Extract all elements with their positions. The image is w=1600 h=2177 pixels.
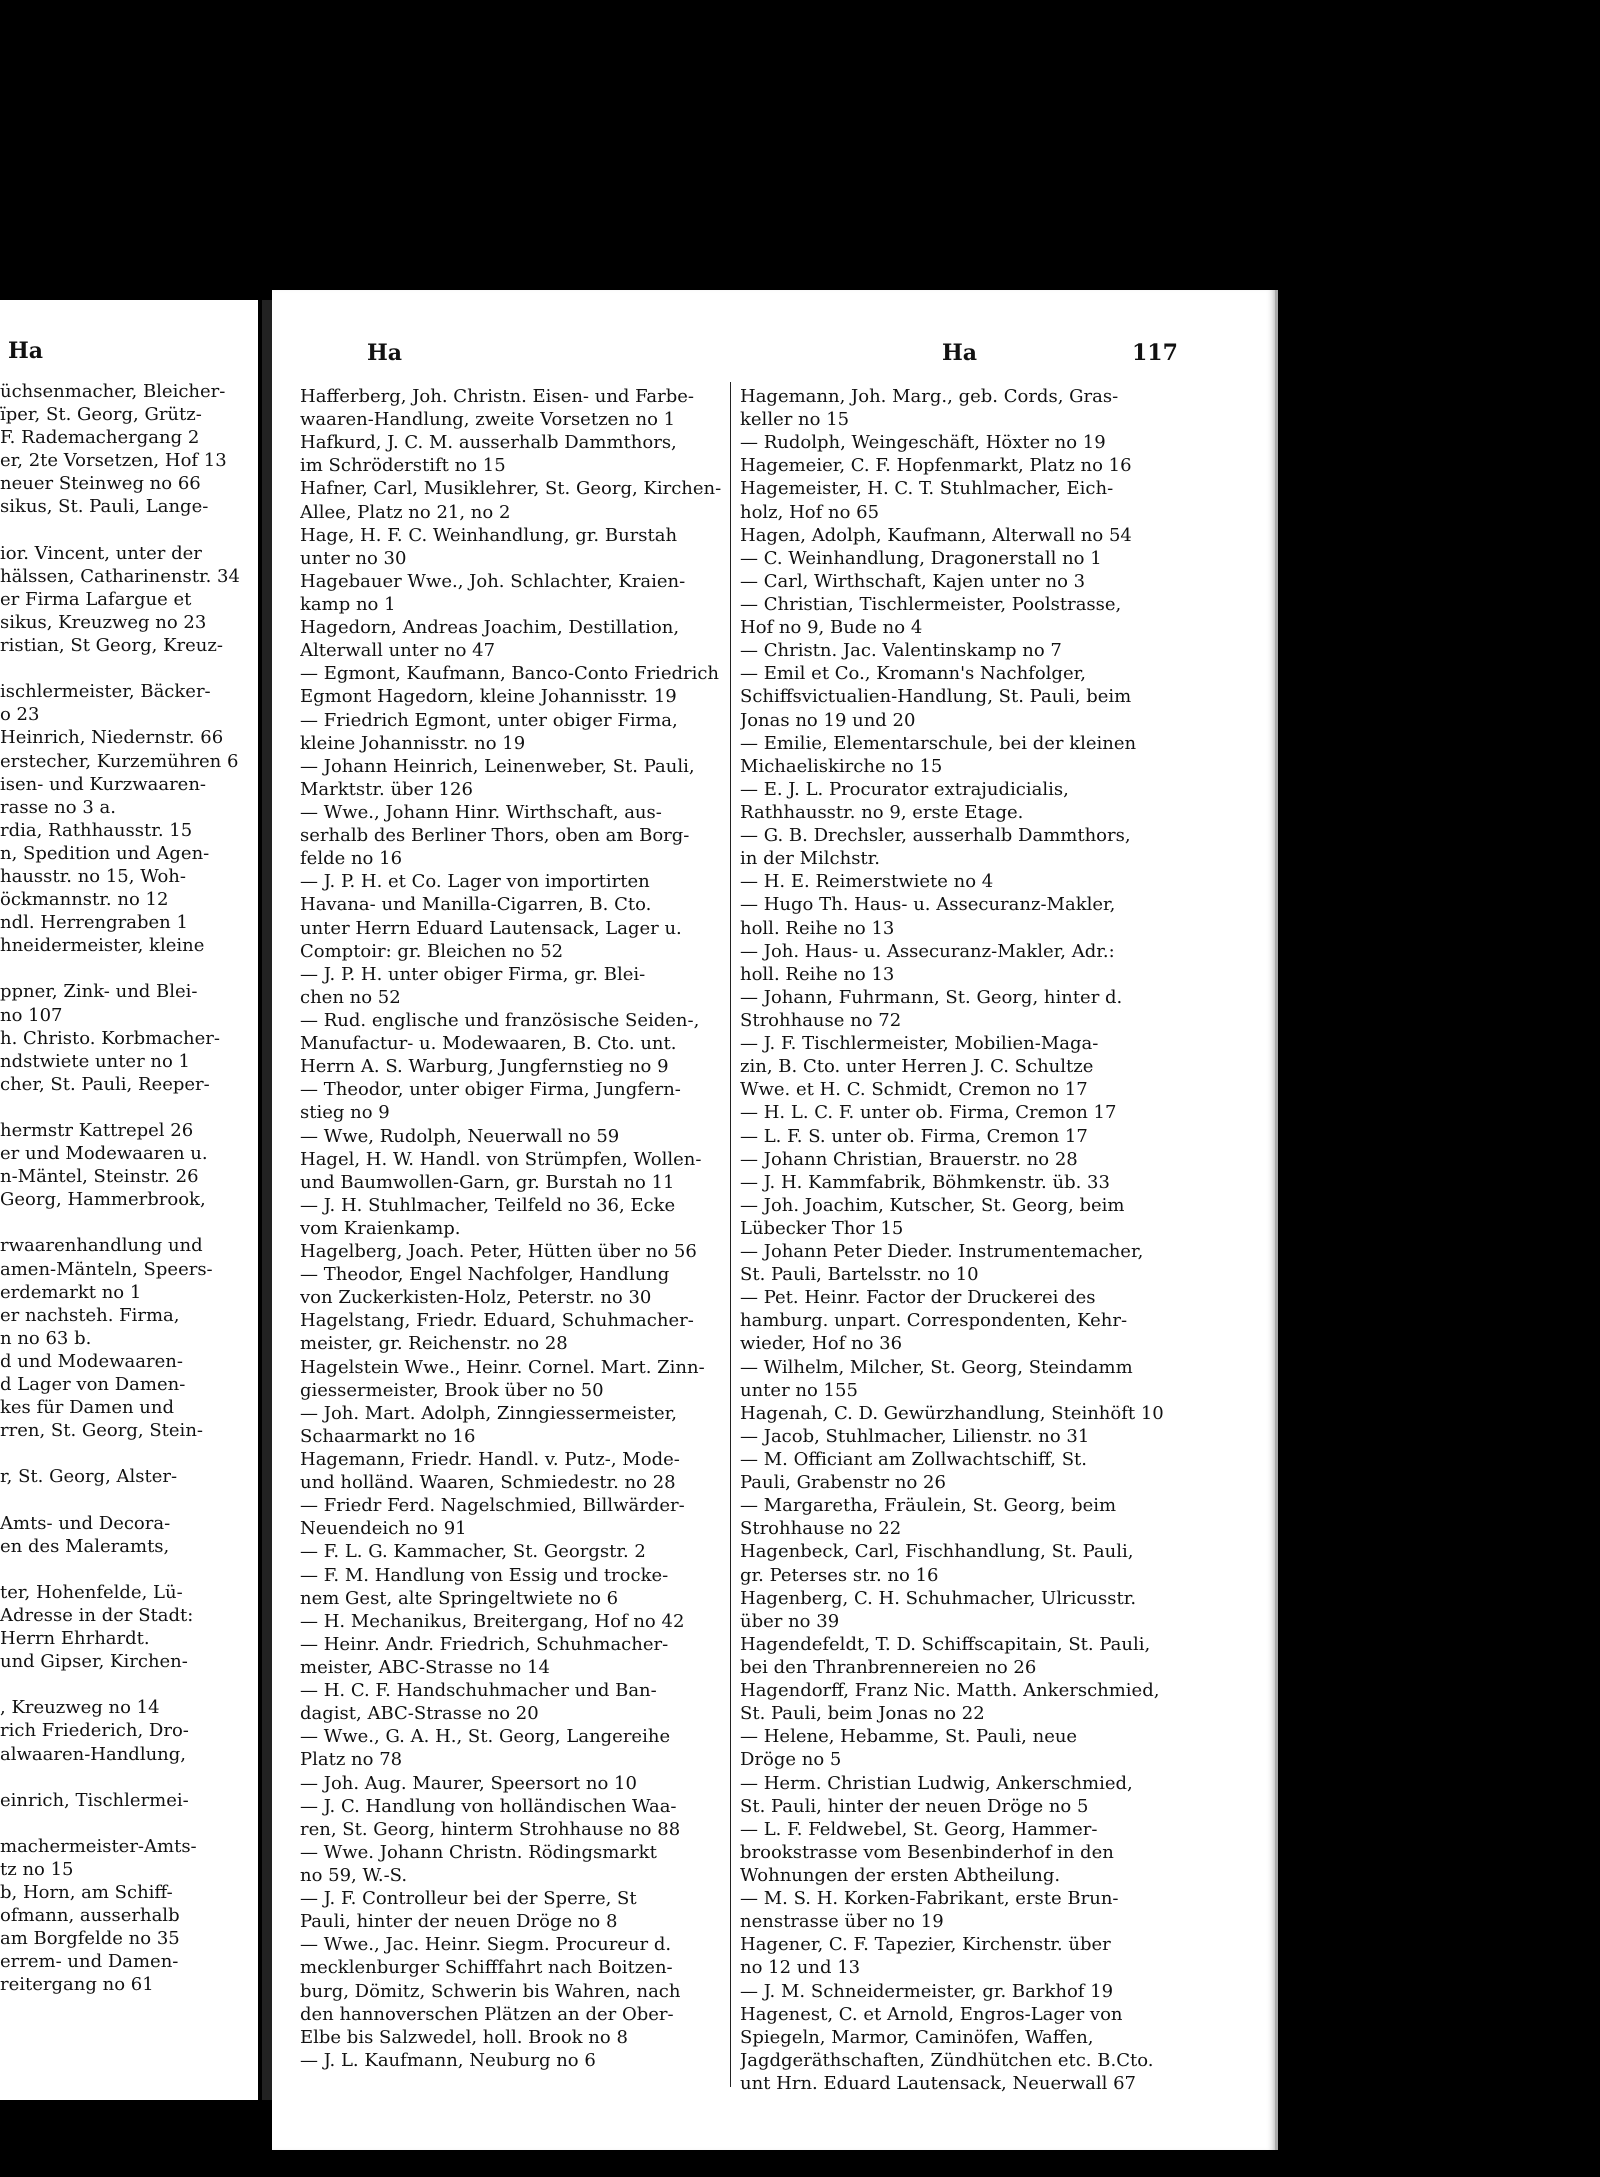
entry-line: sikus, Kreuzweg no 23 <box>0 611 207 633</box>
entry-line: Hagenest, C. et Arnold, Engros-Lager von <box>740 2003 1123 2025</box>
entry-line: bei den Thranbrennereien no 26 <box>740 1657 1037 1679</box>
entry-line: rwaarenhandlung und <box>0 1235 203 1257</box>
entry-line: errem- und Damen- <box>0 1951 179 1973</box>
entry-line <box>0 1812 258 1835</box>
entry-line: r, St. Georg, Alster- <box>0 1466 178 1488</box>
entry-line: — J. H. Stuhlmacher, Teilfeld no 36, Ecke <box>300 1194 676 1216</box>
entry-line: und Gipser, Kirchen- <box>0 1651 188 1673</box>
entry-line: n, Spedition und Agen- <box>0 842 210 864</box>
entry-line: er, 2te Vorsetzen, Hof 13 <box>0 450 227 472</box>
entry-line: Pauli, hinter der neuen Dröge no 8 <box>300 1911 618 1933</box>
entry-line: — L. F. Feldwebel, St. Georg, Hammer- <box>740 1818 1098 1840</box>
entry-line: Lübecker Thor 15 <box>740 1217 904 1239</box>
entry-line: — Johann, Fuhrmann, St. Georg, hinter d. <box>740 986 1123 1008</box>
entry-line: den hannoverschen Plätzen an der Ober- <box>300 2003 674 2025</box>
entry-line: holz, Hof no 65 <box>740 501 880 523</box>
page-number: 117 <box>1132 340 1178 366</box>
entry-line: gr. Peterses str. no 16 <box>740 1564 939 1586</box>
entry-line: Elbe bis Salzwedel, holl. Brook no 8 <box>300 2026 628 2048</box>
entry-line: Comptoir: gr. Bleichen no 52 <box>300 940 564 962</box>
entry-line: — Jacob, Stuhlmacher, Lilienstr. no 31 <box>740 1425 1090 1447</box>
entry-line: — Joh. Aug. Maurer, Speersort no 10 <box>300 1772 637 1794</box>
entry-line <box>0 1211 258 1234</box>
entry-line: brookstrasse vom Besenbinderhof in den <box>740 1841 1114 1863</box>
entry-line: — Wwe, Rudolph, Neuerwall no 59 <box>300 1125 620 1147</box>
entry-line: serhalb des Berliner Thors, oben am Borg- <box>300 825 690 847</box>
entry-line: — Johann Christian, Brauerstr. no 28 <box>740 1148 1078 1170</box>
entry-line: — Rudolph, Weingeschäft, Höxter no 19 <box>740 432 1106 454</box>
entry-line: Hagebauer Wwe., Joh. Schlachter, Kraien- <box>300 570 686 592</box>
entry-line: Herrn A. S. Warburg, Jungfernstieg no 9 <box>300 1056 669 1078</box>
right-column <box>740 385 1252 2095</box>
entry-line: nem Gest, alte Springeltwiete no 6 <box>300 1587 619 1609</box>
entry-line: — Christian, Tischlermeister, Poolstrasse, <box>740 593 1122 615</box>
entry-line: Hagemann, Joh. Marg., geb. Cords, Gras- <box>740 386 1119 407</box>
entry-line: — M. S. H. Korken-Fabrikant, erste Brun- <box>740 1888 1119 1910</box>
entry-line: Schaarmarkt no 16 <box>300 1425 476 1447</box>
entry-line: hamburg. unpart. Correspondenten, Kehr- <box>740 1310 1128 1332</box>
entry-line: Hafner, Carl, Musiklehrer, St. Georg, Kirchen- <box>300 478 722 500</box>
entry-line: ïper, St. Georg, Grütz- <box>0 404 202 426</box>
entry-line: F. Rademachergang 2 <box>0 427 200 449</box>
left-column <box>300 385 724 2072</box>
entry-line: Strohhause no 72 <box>740 1009 902 1031</box>
entry-line: — H. C. F. Handschuhmacher und Ban- <box>300 1680 657 1702</box>
entry-line: giessermeister, Brook über no 50 <box>300 1379 604 1401</box>
entry-line: Hagenberg, C. H. Schuhmacher, Ulricusstr. <box>740 1587 1137 1609</box>
entry-line: keller no 15 <box>740 409 850 431</box>
entry-line: b, Horn, am Schiff- <box>0 1882 173 1904</box>
entry-line: — H. L. C. F. unter ob. Firma, Cremon 17 <box>740 1102 1117 1124</box>
entry-line: vom Kraienkamp. <box>300 1217 461 1239</box>
entry-line: Georg, Hammerbrook, <box>0 1189 206 1211</box>
entry-line: — Carl, Wirthschaft, Kajen unter no 3 <box>740 570 1086 592</box>
entry-line: meister, ABC-Strasse no 14 <box>300 1657 550 1679</box>
entry-line: Hagedorn, Andreas Joachim, Destillation, <box>300 617 680 639</box>
entry-line: von Zuckerkisten-Holz, Peterstr. no 30 <box>300 1287 652 1309</box>
entry-line: sikus, St. Pauli, Lange- <box>0 496 209 518</box>
entry-line: Hafferberg, Joh. Christn. Eisen- und Farbe- <box>300 386 695 407</box>
entry-line: Hagemann, Friedr. Handl. v. Putz-, Mode- <box>300 1449 680 1471</box>
entry-line: — G. B. Drechsler, ausserhalb Dammthors, <box>740 825 1131 847</box>
entry-line: Heinrich, Niedernstr. 66 <box>0 727 224 749</box>
entry-line: — J. P. H. et Co. Lager von importirten <box>300 871 650 893</box>
entry-line: ristian, St Georg, Kreuz- <box>0 635 223 657</box>
entry-line: — F. L. G. Kammacher, St. Georgstr. 2 <box>300 1541 646 1563</box>
entry-line: Neuendeich no 91 <box>300 1518 467 1540</box>
entry-line: o 23 <box>0 704 40 726</box>
entry-line: ren, St. Georg, hinterm Strohhause no 88 <box>300 1818 681 1840</box>
entry-line <box>0 519 258 542</box>
entry-line: Hafkurd, J. C. M. ausserhalb Dammthors, <box>300 432 677 454</box>
entry-line: — Herm. Christian Ludwig, Ankerschmied, <box>740 1772 1133 1794</box>
entry-line: — H. E. Reimerstwiete no 4 <box>740 871 994 893</box>
entry-line: er Firma Lafargue et <box>0 588 192 610</box>
entry-line: — J. P. H. unter obiger Firma, gr. Blei- <box>300 963 646 985</box>
entry-line: nenstrasse über no 19 <box>740 1911 944 1933</box>
entry-line: holl. Reihe no 13 <box>740 963 895 985</box>
entry-line: hneidermeister, kleine <box>0 935 205 957</box>
entry-line: Hagemeier, C. F. Hopfenmarkt, Platz no 16 <box>740 455 1132 477</box>
entry-line: rren, St. Georg, Stein- <box>0 1420 203 1442</box>
entry-line: Jonas no 19 und 20 <box>740 709 916 731</box>
entry-line: tz no 15 <box>0 1859 74 1880</box>
entry-line: er nachsteh. Firma, <box>0 1304 180 1326</box>
entry-line: — Wwe. Johann Christn. Rödingsmarkt <box>300 1841 657 1863</box>
entry-line: — Johann Heinrich, Leinenweber, St. Pauli, <box>300 755 695 777</box>
entry-line: d Lager von Damen- <box>0 1374 186 1396</box>
entry-line: unter no 155 <box>740 1379 858 1401</box>
entry-line: cher, St. Pauli, Reeper- <box>0 1073 210 1095</box>
entry-line: — J. F. Tischlermeister, Mobilien-Maga- <box>740 1033 1099 1055</box>
entry-line: am Borgfelde no 35 <box>0 1928 180 1950</box>
entry-line: ior. Vincent, unter der <box>0 542 202 564</box>
entry-line: Wohnungen der ersten Abtheilung. <box>740 1865 1061 1886</box>
entry-line: waaren-Handlung, zweite Vorsetzen no 1 <box>300 409 676 431</box>
entry-line <box>0 1442 258 1465</box>
entry-line: , Kreuzweg no 14 <box>0 1697 160 1719</box>
entry-line: Schiffsvictualien-Handlung, St. Pauli, beim <box>740 686 1132 708</box>
entry-line: Egmont Hagedorn, kleine Johannisstr. 19 <box>300 686 677 708</box>
entry-line: ter, Hohenfelde, Lü- <box>0 1581 183 1603</box>
entry-line: Spiegeln, Marmor, Caminöfen, Waffen, <box>740 2026 1094 2048</box>
entry-line: Hagelberg, Joach. Peter, Hütten über no 56 <box>300 1241 697 1263</box>
header-left: Ha <box>367 340 403 366</box>
entry-line: alwaaren-Handlung, <box>0 1743 187 1765</box>
entry-line: Hage, H. F. C. Weinhandlung, gr. Burstah <box>300 524 678 546</box>
entry-line: meister, gr. Reichenstr. no 28 <box>300 1333 568 1355</box>
entry-line: Hagener, C. F. Tapezier, Kirchenstr. über <box>740 1934 1111 1956</box>
entry-line: stieg no 9 <box>300 1102 390 1124</box>
entry-line: en des Maleramts, <box>0 1535 170 1557</box>
entry-line: — Egmont, Kaufmann, Banco-Conto Friedrich <box>300 663 720 685</box>
entry-line: Hagendorff, Franz Nic. Matth. Ankerschmied, <box>740 1680 1160 1702</box>
entry-line: Platz no 78 <box>300 1749 403 1771</box>
entry-line: über no 39 <box>740 1610 840 1632</box>
entry-line: — H. Mechanikus, Breitergang, Hof no 42 <box>300 1610 685 1632</box>
entry-line: in der Milchstr. <box>740 848 881 870</box>
entry-line: unter Herrn Eduard Lautensack, Lager u. <box>300 917 682 939</box>
entry-line: isen- und Kurzwaaren- <box>0 773 207 795</box>
entry-line: — Friedr Ferd. Nagelschmied, Billwärder- <box>300 1495 685 1517</box>
entry-line: Allee, Platz no 21, no 2 <box>300 501 511 523</box>
entry-line: Hagendefeldt, T. D. Schiffscapitain, St. Pauli, <box>740 1633 1151 1655</box>
column-divider <box>730 382 731 2087</box>
entry-line <box>0 1489 258 1512</box>
entry-line: Alterwall unter no 47 <box>300 640 496 662</box>
entry-line: St. Pauli, hinter der neuen Dröge no 5 <box>740 1795 1089 1817</box>
entry-line: holl. Reihe no 13 <box>740 917 895 939</box>
entry-line: — Joh. Haus- u. Assecuranz-Makler, Adr.: <box>740 940 1115 962</box>
entry-line: no 59, W.-S. <box>300 1865 408 1886</box>
entry-line: Wwe. et H. C. Schmidt, Cremon no 17 <box>740 1079 1088 1101</box>
entry-line: Dröge no 5 <box>740 1749 842 1771</box>
entry-line: erstecher, Kurzemühren 6 <box>0 750 239 772</box>
entry-line: im Schröderstift no 15 <box>300 455 506 477</box>
entry-line: wieder, Hof no 36 <box>740 1333 903 1355</box>
entry-line: kes für Damen und <box>0 1397 175 1419</box>
entry-line: einrich, Tischlermei- <box>0 1789 189 1811</box>
entry-line: — J. M. Schneidermeister, gr. Barkhof 19 <box>740 1980 1114 2002</box>
entry-line: er und Modewaaren u. <box>0 1143 208 1165</box>
entry-line: Hagelstein Wwe., Heinr. Cornel. Mart. Zinn- <box>300 1356 705 1378</box>
entry-line: Havana- und Manilla-Cigarren, B. Cto. <box>300 894 652 916</box>
previous-page-lines <box>0 380 258 1997</box>
directory-page <box>272 290 1278 2150</box>
entry-line: h. Christo. Korbmacher- <box>0 1027 220 1049</box>
entry-line: Michaeliskirche no 15 <box>740 755 943 777</box>
entry-line: kamp no 1 <box>300 593 396 615</box>
entry-line <box>0 657 258 680</box>
entry-line: — Wwe., Jac. Heinr. Siegm. Procureur d. <box>300 1934 672 1956</box>
entry-line: Herrn Ehrhardt. <box>0 1628 150 1650</box>
entry-line: üchsenmacher, Bleicher- <box>0 381 226 402</box>
entry-line: chen no 52 <box>300 986 401 1008</box>
entry-line: — J. L. Kaufmann, Neuburg no 6 <box>300 2049 596 2071</box>
entry-line: — Christn. Jac. Valentinskamp no 7 <box>740 640 1062 662</box>
previous-page <box>0 300 258 2100</box>
entry-line <box>0 1673 258 1696</box>
entry-line: — Emilie, Elementarschule, bei der kleinen <box>740 732 1137 754</box>
entry-line: ofmann, ausserhalb <box>0 1905 180 1927</box>
entry-line: — Wilhelm, Milcher, St. Georg, Steindamm <box>740 1356 1133 1378</box>
entry-line: — Rud. englische und französische Seiden-, <box>300 1009 700 1031</box>
entry-line: — Theodor, unter obiger Firma, Jungfern- <box>300 1079 681 1101</box>
entry-line: — Joh. Joachim, Kutscher, St. Georg, beim <box>740 1194 1125 1216</box>
entry-line: hausstr. no 15, Woh- <box>0 865 186 887</box>
entry-line: hälssen, Catharinenstr. 34 <box>0 565 240 587</box>
entry-line: Marktstr. über 126 <box>300 778 473 800</box>
entry-line: — Margaretha, Fräulein, St. Georg, beim <box>740 1495 1117 1517</box>
entry-line: — Friedrich Egmont, unter obiger Firma, <box>300 709 678 731</box>
entry-line: Hagenbeck, Carl, Fischhandlung, St. Pauli, <box>740 1541 1134 1563</box>
entry-line: Hagen, Adolph, Kaufmann, Alterwall no 54 <box>740 524 1132 546</box>
entry-line <box>0 1096 258 1119</box>
entry-line: — Wwe., Johann Hinr. Wirthschaft, aus- <box>300 801 662 823</box>
entry-line: Manufactur- u. Modewaaren, B. Cto. unt. <box>300 1033 677 1055</box>
entry-line: — L. F. S. unter ob. Firma, Cremon 17 <box>740 1125 1088 1147</box>
entry-line <box>0 1766 258 1789</box>
entry-line: Hof no 9, Bude no 4 <box>740 617 923 639</box>
entry-line: Adresse in der Stadt: <box>0 1604 194 1626</box>
entry-line: zin, B. Cto. unter Herren J. C. Schultze <box>740 1056 1094 1078</box>
entry-line: hermstr Kattrepel 26 <box>0 1120 194 1141</box>
entry-line: — Hugo Th. Haus- u. Assecuranz-Makler, <box>740 894 1116 916</box>
entry-line: St. Pauli, Bartelsstr. no 10 <box>740 1264 979 1286</box>
entry-line: und holländ. Waaren, Schmiedestr. no 28 <box>300 1472 676 1494</box>
entry-line: — J. H. Kammfabrik, Böhmkenstr. üb. 33 <box>740 1171 1110 1193</box>
entry-line: rasse no 3 a. <box>0 796 116 818</box>
entry-line: n-Mäntel, Steinstr. 26 <box>0 1166 199 1188</box>
header-center: Ha <box>942 340 978 366</box>
entry-line: St. Pauli, beim Jonas no 22 <box>740 1703 985 1725</box>
entry-line: ppner, Zink- und Blei- <box>0 981 198 1003</box>
entry-line: und Baumwollen-Garn, gr. Burstah no 11 <box>300 1171 675 1193</box>
entry-line: Hagenah, C. D. Gewürzhandlung, Steinhöft 10 <box>740 1402 1164 1424</box>
entry-line: öckmannstr. no 12 <box>0 889 169 911</box>
entry-line: — Theodor, Engel Nachfolger, Handlung <box>300 1264 670 1286</box>
entry-line: — F. M. Handlung von Essig und trocke- <box>300 1564 669 1586</box>
entry-line: Strohhause no 22 <box>740 1518 902 1540</box>
entry-line <box>0 957 258 980</box>
entry-line: no 107 <box>0 1004 63 1026</box>
entry-line: — J. F. Controlleur bei der Sperre, St <box>300 1888 637 1910</box>
entry-line: amen-Mänteln, Speers- <box>0 1258 213 1280</box>
entry-line <box>0 1558 258 1581</box>
entry-line: d und Modewaaren- <box>0 1350 183 1372</box>
entry-line: — Helene, Hebamme, St. Pauli, neue <box>740 1726 1078 1748</box>
entry-line: — J. C. Handlung von holländischen Waa- <box>300 1795 677 1817</box>
entry-line: dagist, ABC-Strasse no 20 <box>300 1703 539 1725</box>
entry-line: felde no 16 <box>300 848 403 870</box>
entry-line: burg, Dömitz, Schwerin bis Wahren, nach <box>300 1980 681 2002</box>
entry-line: Rathhausstr. no 9, erste Etage. <box>740 801 1024 823</box>
entry-line: kleine Johannisstr. no 19 <box>300 732 526 754</box>
entry-line: — Joh. Mart. Adolph, Zinngiessermeister, <box>300 1402 677 1424</box>
entry-line: ndstwiete unter no 1 <box>0 1050 191 1072</box>
entry-line: unter no 30 <box>300 547 407 569</box>
entry-line: — E. J. L. Procurator extrajudicialis, <box>740 778 1069 800</box>
entry-line: Hagelstang, Friedr. Eduard, Schuhmacher- <box>300 1310 694 1332</box>
entry-line: Pauli, Grabenstr no 26 <box>740 1472 946 1494</box>
entry-line: — Heinr. Andr. Friedrich, Schuhmacher- <box>300 1633 669 1655</box>
entry-line: neuer Steinweg no 66 <box>0 473 201 495</box>
entry-line: ischlermeister, Bäcker- <box>0 681 211 703</box>
entry-line: Hagemeister, H. C. T. Stuhlmacher, Eich- <box>740 478 1114 500</box>
entry-line: no 12 und 13 <box>740 1957 861 1979</box>
entry-line: — C. Weinhandlung, Dragonerstall no 1 <box>740 547 1102 569</box>
entry-line: Jagdgeräthschaften, Zündhütchen etc. B.Cto. <box>740 2049 1154 2071</box>
entry-line: Hagel, H. W. Handl. von Strümpfen, Wollen- <box>300 1148 702 1170</box>
entry-line: — Emil et Co., Kromann's Nachfolger, <box>740 663 1086 685</box>
entry-line: — Johann Peter Dieder. Instrumentemacher, <box>740 1241 1144 1263</box>
entry-line: unt Hrn. Eduard Lautensack, Neuerwall 67 <box>740 2072 1136 2094</box>
entry-line: Amts- und Decora- <box>0 1512 171 1534</box>
entry-line: ndl. Herrengraben 1 <box>0 912 188 934</box>
entry-line: — Wwe., G. A. H., St. Georg, Langereihe <box>300 1726 671 1748</box>
entry-line: — Pet. Heinr. Factor der Druckerei des <box>740 1287 1096 1309</box>
entry-line: — M. Officiant am Zollwachtschiff, St. <box>740 1449 1087 1471</box>
entry-line: reitergang no 61 <box>0 1974 154 1996</box>
previous-page-header: Ha <box>8 338 44 364</box>
entry-line: erdemarkt no 1 <box>0 1281 142 1303</box>
entry-line: rich Friederich, Dro- <box>0 1720 189 1742</box>
entry-line: n no 63 b. <box>0 1327 92 1349</box>
entry-line: machermeister-Amts- <box>0 1835 197 1857</box>
entry-line: rdia, Rathhausstr. 15 <box>0 819 193 841</box>
entry-line: mecklenburger Schifffahrt nach Boitzen- <box>300 1957 673 1979</box>
